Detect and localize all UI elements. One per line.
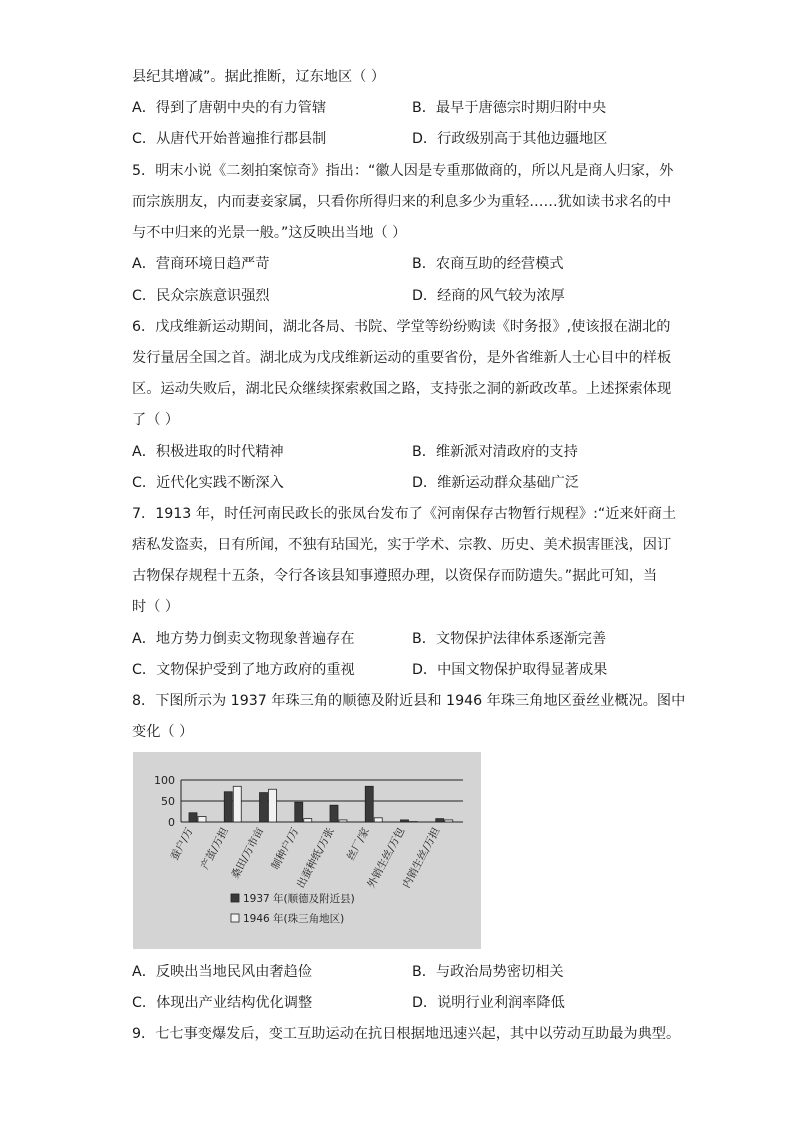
category-label: 丝厂/家 bbox=[344, 825, 372, 863]
q7-option-d[interactable]: D．中国文物保护取得显著成果 bbox=[412, 662, 608, 678]
q5-option-b[interactable]: B．农商互助的经营模式 bbox=[412, 256, 564, 272]
bar-1937 bbox=[189, 813, 197, 822]
bar-1946 bbox=[445, 820, 453, 822]
legend-swatch-1946 bbox=[231, 914, 239, 922]
q6-stem-line-4: 了（ ） bbox=[132, 412, 180, 428]
y-tick-label: 0 bbox=[168, 816, 175, 829]
q4-stem-tail: 县纪其增减”。据此推断，辽东地区（ ） bbox=[132, 69, 386, 85]
q6-stem-line-2: 发行量居全国之首。湖北成为戊戌维新运动的重要省份，是外省维新人士心目中的样板 bbox=[132, 350, 672, 366]
q5-stem-line-3: 与不中归来的光景一般。”这反映出当地（ ） bbox=[132, 225, 407, 241]
q4-option-a[interactable]: A．得到了唐朝中央的有力管辖 bbox=[132, 100, 327, 116]
q8-stem-line-1: 8．下图所示为 1937 年珠三角的顺德及附近县和 1946 年珠三角地区蚕丝业概况。图中 bbox=[132, 693, 686, 709]
y-tick-label: 50 bbox=[161, 795, 175, 808]
bar-1937 bbox=[295, 802, 303, 822]
bar-1937 bbox=[436, 819, 444, 822]
legend-label-1946: 1946 年(珠三角地区) bbox=[243, 913, 345, 925]
q5-stem-line-2: 而宗族朋友，内而妻妾家属，只看你所得归来的利息多少为重轻……犹如读书求名的中 bbox=[132, 194, 672, 210]
category-label: 桑田/万市亩 bbox=[229, 825, 267, 881]
q6-stem-line-3: 区。运动失败后，湖北民众继续探索救国之路，支持张之洞的新政改革。上述探索体现 bbox=[132, 381, 672, 397]
category-label: 内销生丝/万担 bbox=[400, 825, 443, 891]
category-label: 外销生丝/万包 bbox=[365, 825, 408, 891]
bar-1946 bbox=[374, 818, 382, 822]
sericulture-chart bbox=[133, 752, 481, 949]
q4-option-b[interactable]: B．最早于唐德宗时期归附中央 bbox=[412, 100, 607, 116]
category-label: 出蚕种纸/万张 bbox=[294, 825, 337, 891]
q6-stem-line-1: 6．戊戌维新运动期间，湖北各局、书院、学堂等纷纷购读《时务报》,使该报在湖北的 bbox=[132, 319, 671, 335]
bar-1937 bbox=[401, 820, 409, 822]
q6-option-b[interactable]: B．维新派对清政府的支持 bbox=[412, 444, 578, 460]
q5-option-a[interactable]: A．营商环境日趋严苛 bbox=[132, 256, 270, 272]
q8-option-b[interactable]: B．与政治局势密切相关 bbox=[412, 964, 564, 980]
bar-1946 bbox=[269, 789, 277, 822]
y-tick-label: 100 bbox=[154, 774, 175, 787]
q7-stem-line-3: 古物保存规程十五条，令行各该县知事遵照办理，以资保存而防遗失。”据此可知，当 bbox=[132, 568, 658, 584]
q7-stem-line-2: 痞私发盗卖，日有所闻，不独有玷国光，实于学术、宗教、历史、美术损害匪浅，因订 bbox=[132, 537, 672, 553]
bar-1946 bbox=[233, 786, 241, 822]
q6-option-a[interactable]: A．积极进取的时代精神 bbox=[132, 444, 284, 460]
bar-1946 bbox=[304, 819, 312, 822]
bar-1937 bbox=[330, 805, 338, 822]
bar-1937 bbox=[224, 792, 232, 822]
q4-option-c[interactable]: C．从唐代开始普遍推行郡县制 bbox=[132, 131, 327, 147]
category-label: 蚕户/万 bbox=[168, 825, 196, 863]
q7-stem-line-4: 时（ ） bbox=[132, 599, 180, 615]
category-label: 制种户/万 bbox=[269, 825, 302, 872]
q7-stem-line-1: 7．1913 年，时任河南民政长的张凤台发布了《河南保存古物暂行规程》:“近来奸商土 bbox=[132, 506, 677, 522]
sericulture-chart-svg bbox=[133, 752, 481, 949]
q8-option-a[interactable]: A．反映出当地民风由奢趋俭 bbox=[132, 964, 312, 980]
q8-stem-line-2: 变化（ ） bbox=[132, 724, 194, 740]
q6-option-c[interactable]: C．近代化实践不断深入 bbox=[132, 475, 284, 491]
q7-option-b[interactable]: B．文物保护法律体系逐渐完善 bbox=[412, 631, 607, 647]
q7-option-c[interactable]: C．文物保护受到了地方政府的重视 bbox=[132, 662, 355, 678]
q6-option-d[interactable]: D．维新运动群众基础广泛 bbox=[412, 475, 579, 491]
bar-1946 bbox=[198, 817, 206, 822]
q5-stem-line-1: 5．明末小说《二刻拍案惊奇》指出：“徽人因是专重那做商的，所以凡是商人归家，外 bbox=[132, 163, 674, 179]
legend-swatch-1937 bbox=[231, 894, 239, 902]
q8-option-d[interactable]: D．说明行业利润率降低 bbox=[412, 995, 565, 1011]
q5-option-d[interactable]: D．经商的风气较为浓厚 bbox=[412, 288, 565, 304]
q5-option-c[interactable]: C．民众宗族意识强烈 bbox=[132, 288, 270, 304]
category-label: 产茧/万担 bbox=[198, 825, 231, 872]
bar-1937 bbox=[365, 786, 373, 822]
q8-option-c[interactable]: C．体现出产业结构优化调整 bbox=[132, 995, 313, 1011]
legend-label-1937: 1937 年(顺德及附近县) bbox=[243, 893, 355, 905]
q4-option-d[interactable]: D．行政级别高于其他边疆地区 bbox=[412, 131, 608, 147]
q7-option-a[interactable]: A．地方势力倒卖文物现象普遍存在 bbox=[132, 631, 355, 647]
bar-1946 bbox=[339, 820, 347, 822]
q9-stem-line-1: 9．七七事变爆发后，变工互助运动在抗日根据地迅速兴起，其中以劳动互助最为典型。 bbox=[132, 1026, 681, 1042]
bar-1937 bbox=[260, 793, 268, 822]
